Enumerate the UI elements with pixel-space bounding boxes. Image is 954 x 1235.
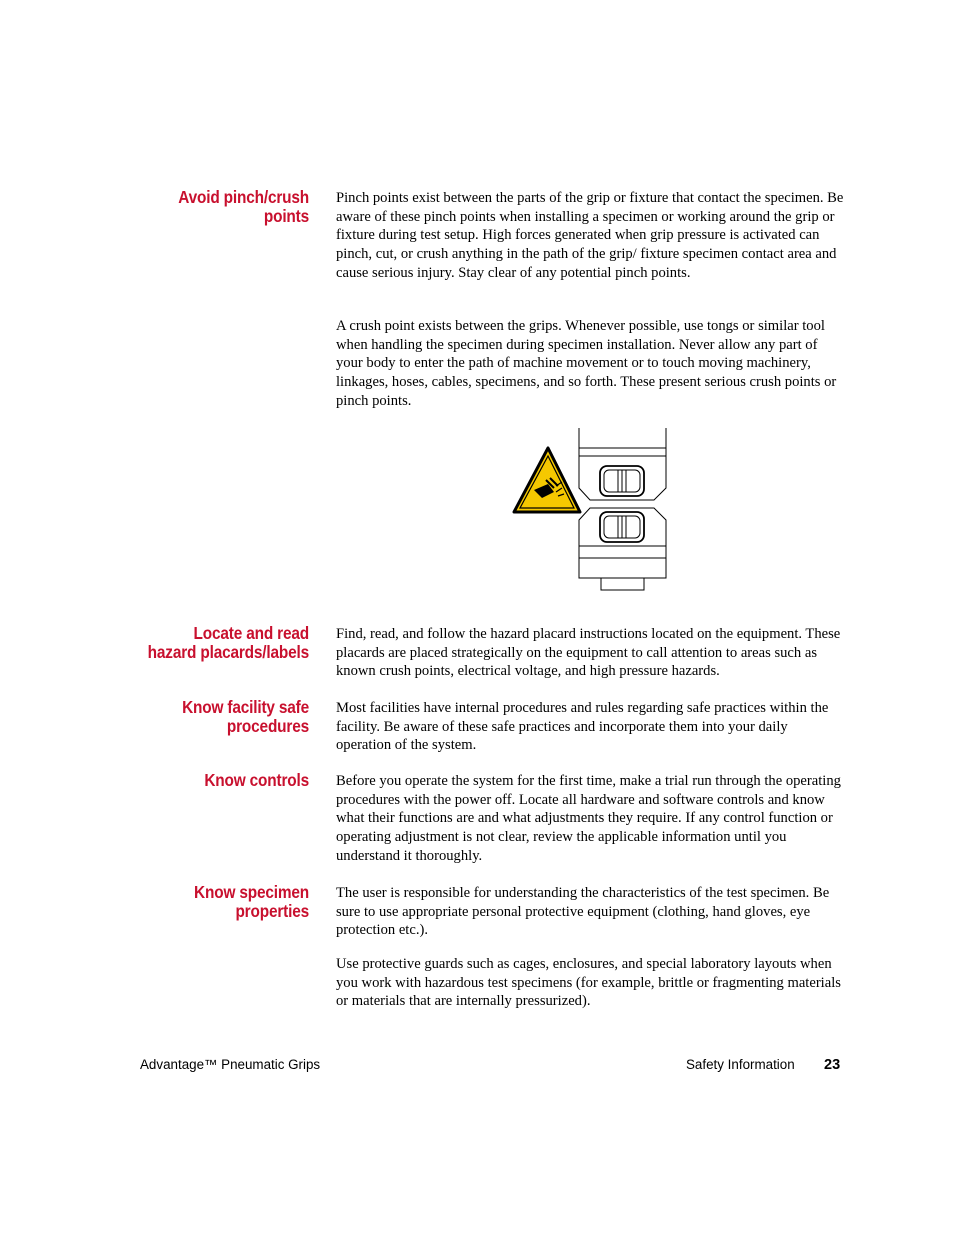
footer-product-name: Advantage™ Pneumatic Grips (140, 1057, 321, 1072)
paragraph-pinch-points: Pinch points exist between the parts of the grip or fixture that contact the specimen. Be aware of these pinch points when installing a specimen or working around the grip or fixture during test setup. High forces generated when grip pressure is activated can pinch, cut, or crush anything in the path of the grip/ fixture specimen contact area and cause serious injury. Stay clear of any potential pinch points. (336, 190, 844, 281)
section-heading-know-controls: Know controls (204, 770, 309, 790)
crush-hazard-warning-icon (514, 448, 580, 512)
footer-page-number: 23 (824, 1057, 841, 1073)
footer-section-name: Safety Information (686, 1057, 795, 1072)
section-heading-specimen-properties: Know specimen properties (194, 882, 309, 921)
section-heading-pinch-crush: Avoid pinch/crush points (178, 187, 309, 226)
upper-grip (579, 428, 666, 500)
paragraph-specimen-responsibility: The user is responsible for understanding the characteristics of the test specimen. Be sure to use appropriate personal protective equipment (clothing, hand gloves, eye protection etc.). (336, 885, 830, 939)
lower-grip (579, 508, 666, 590)
section-heading-hazard-placards: Locate and read hazard placards/labels (147, 623, 309, 662)
section-heading-facility-procedures: Know facility safe procedures (182, 697, 309, 736)
paragraph-hazard-placards: Find, read, and follow the hazard placard instructions located on the equipment. These placards are placed strategically on the equipment to call attention to areas such as known crush points, electrical voltage, and high pressure hazards. (336, 626, 841, 680)
paragraph-facility-procedures: Most facilities have internal procedures and rules regarding safe practices within the facility. Be aware of these safe practices and incorporate them into your daily operation of the system. (336, 700, 829, 754)
paragraph-know-controls: Before you operate the system for the first time, make a trial run through the operating procedures with the power off. Locate all hardware and software controls and know what their functions are and what adjustments they require. If any control function or operating adjustment is not clear, review the applicable information until you understand it thoroughly. (336, 773, 841, 864)
grip-crush-hazard-figure (508, 428, 670, 594)
paragraph-crush-point: A crush point exists between the grips. Whenever possible, use tongs or similar tool when handling the specimen during specimen installation. Never allow any part of your body to enter the path of machine movement or to touch moving machinery, linkages, hoses, cables, specimens, and so forth. These present serious crush points or pinch points. (336, 318, 837, 409)
paragraph-protective-guards: Use protective guards such as cages, enclosures, and special laboratory layouts when you work with hazardous test specimens (for example, brittle or fragmenting materials or materials that are internally pressurized). (336, 956, 841, 1010)
